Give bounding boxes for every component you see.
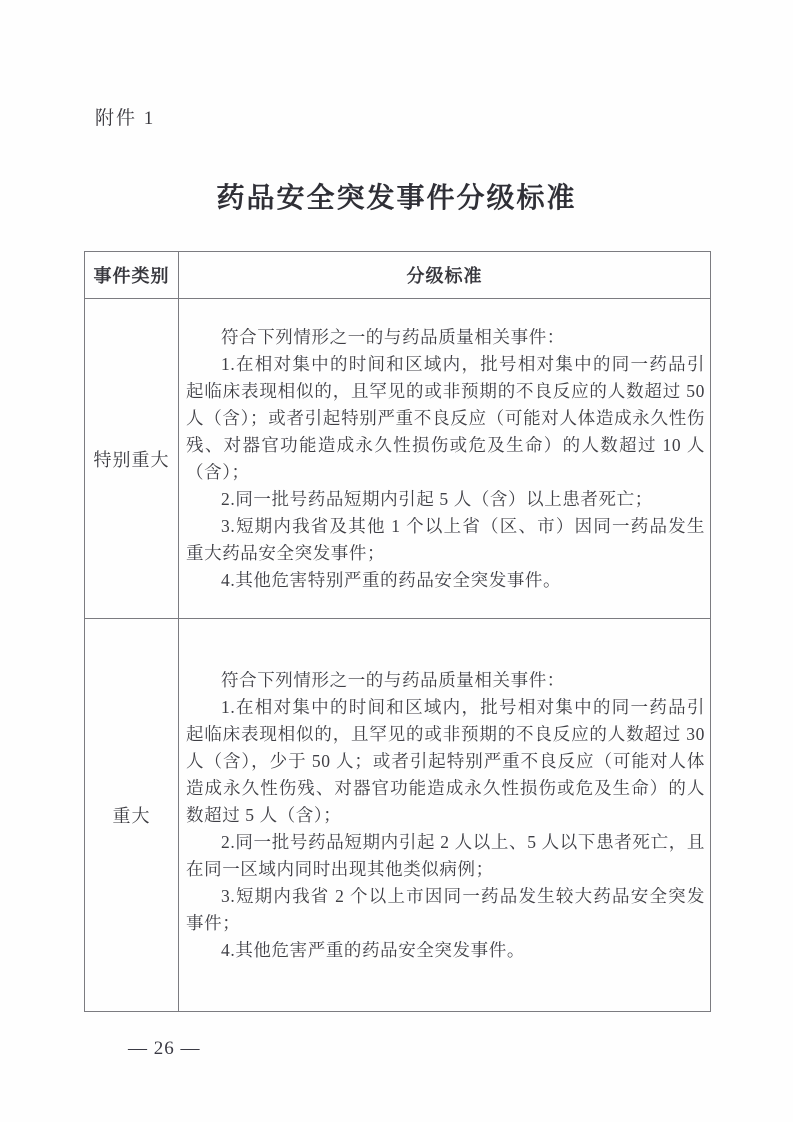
table-row-major <box>85 619 711 1012</box>
page-title: 药品安全突发事件分级标准 <box>216 183 577 214</box>
standard-cell <box>179 619 711 1012</box>
table-row-especially-major <box>85 299 711 619</box>
page-number: — 26 — <box>128 1038 201 1059</box>
grading-standards-table <box>84 251 711 1012</box>
column-header-event-category: 事件类别 <box>85 252 179 299</box>
category-cell: 特别重大 <box>85 299 179 619</box>
standard-paragraph: 2.同一批号药品短期内引起 2 人以上、5 人以下患者死亡，且在同一区域内同时出现其他类似病例； <box>186 831 705 879</box>
column-header-grading-standard: 分级标准 <box>179 252 711 299</box>
standard-paragraph: 4.其他危害严重的药品安全突发事件。 <box>221 939 525 960</box>
standard-paragraph: 1.在相对集中的时间和区域内，批号相对集中的同一药品引起临床表现相似的，且罕见的或非预期的不良反应的人数超过 50 人（含）；或者引起特别严重不良反应（可能对人体造成永久性伤残、对器官功能造成永久性损伤或危及生命）的人数超过 10 人（含）； <box>186 353 705 482</box>
standard-paragraph: 4.其他危害特别严重的药品安全突发事件。 <box>221 569 562 590</box>
standard-paragraph: 符合下列情形之一的与药品质量相关事件： <box>221 669 565 690</box>
standard-paragraph: 3.短期内我省 2 个以上市因同一药品发生较大药品安全突发事件； <box>186 885 705 933</box>
table-header-row <box>85 252 711 299</box>
attachment-label: 附件 1 <box>95 108 156 129</box>
standard-paragraph: 1.在相对集中的时间和区域内，批号相对集中的同一药品引起临床表现相似的，且罕见的或非预期的不良反应的人数超过 30 人（含），少于 50 人；或者引起特别严重不良反应（可能对人体造成永久性伤残、对器官功能造成永久性损伤或危及生命）的人数超过 5 人（含）； <box>186 696 705 825</box>
standard-paragraph: 符合下列情形之一的与药品质量相关事件： <box>221 326 565 347</box>
standard-paragraph: 2.同一批号药品短期内引起 5 人（含）以上患者死亡； <box>221 488 653 509</box>
standard-cell <box>179 299 711 619</box>
category-cell: 重大 <box>85 619 179 1012</box>
standard-paragraph: 3.短期内我省及其他 1 个以上省（区、市）因同一药品发生重大药品安全突发事件； <box>186 515 705 563</box>
